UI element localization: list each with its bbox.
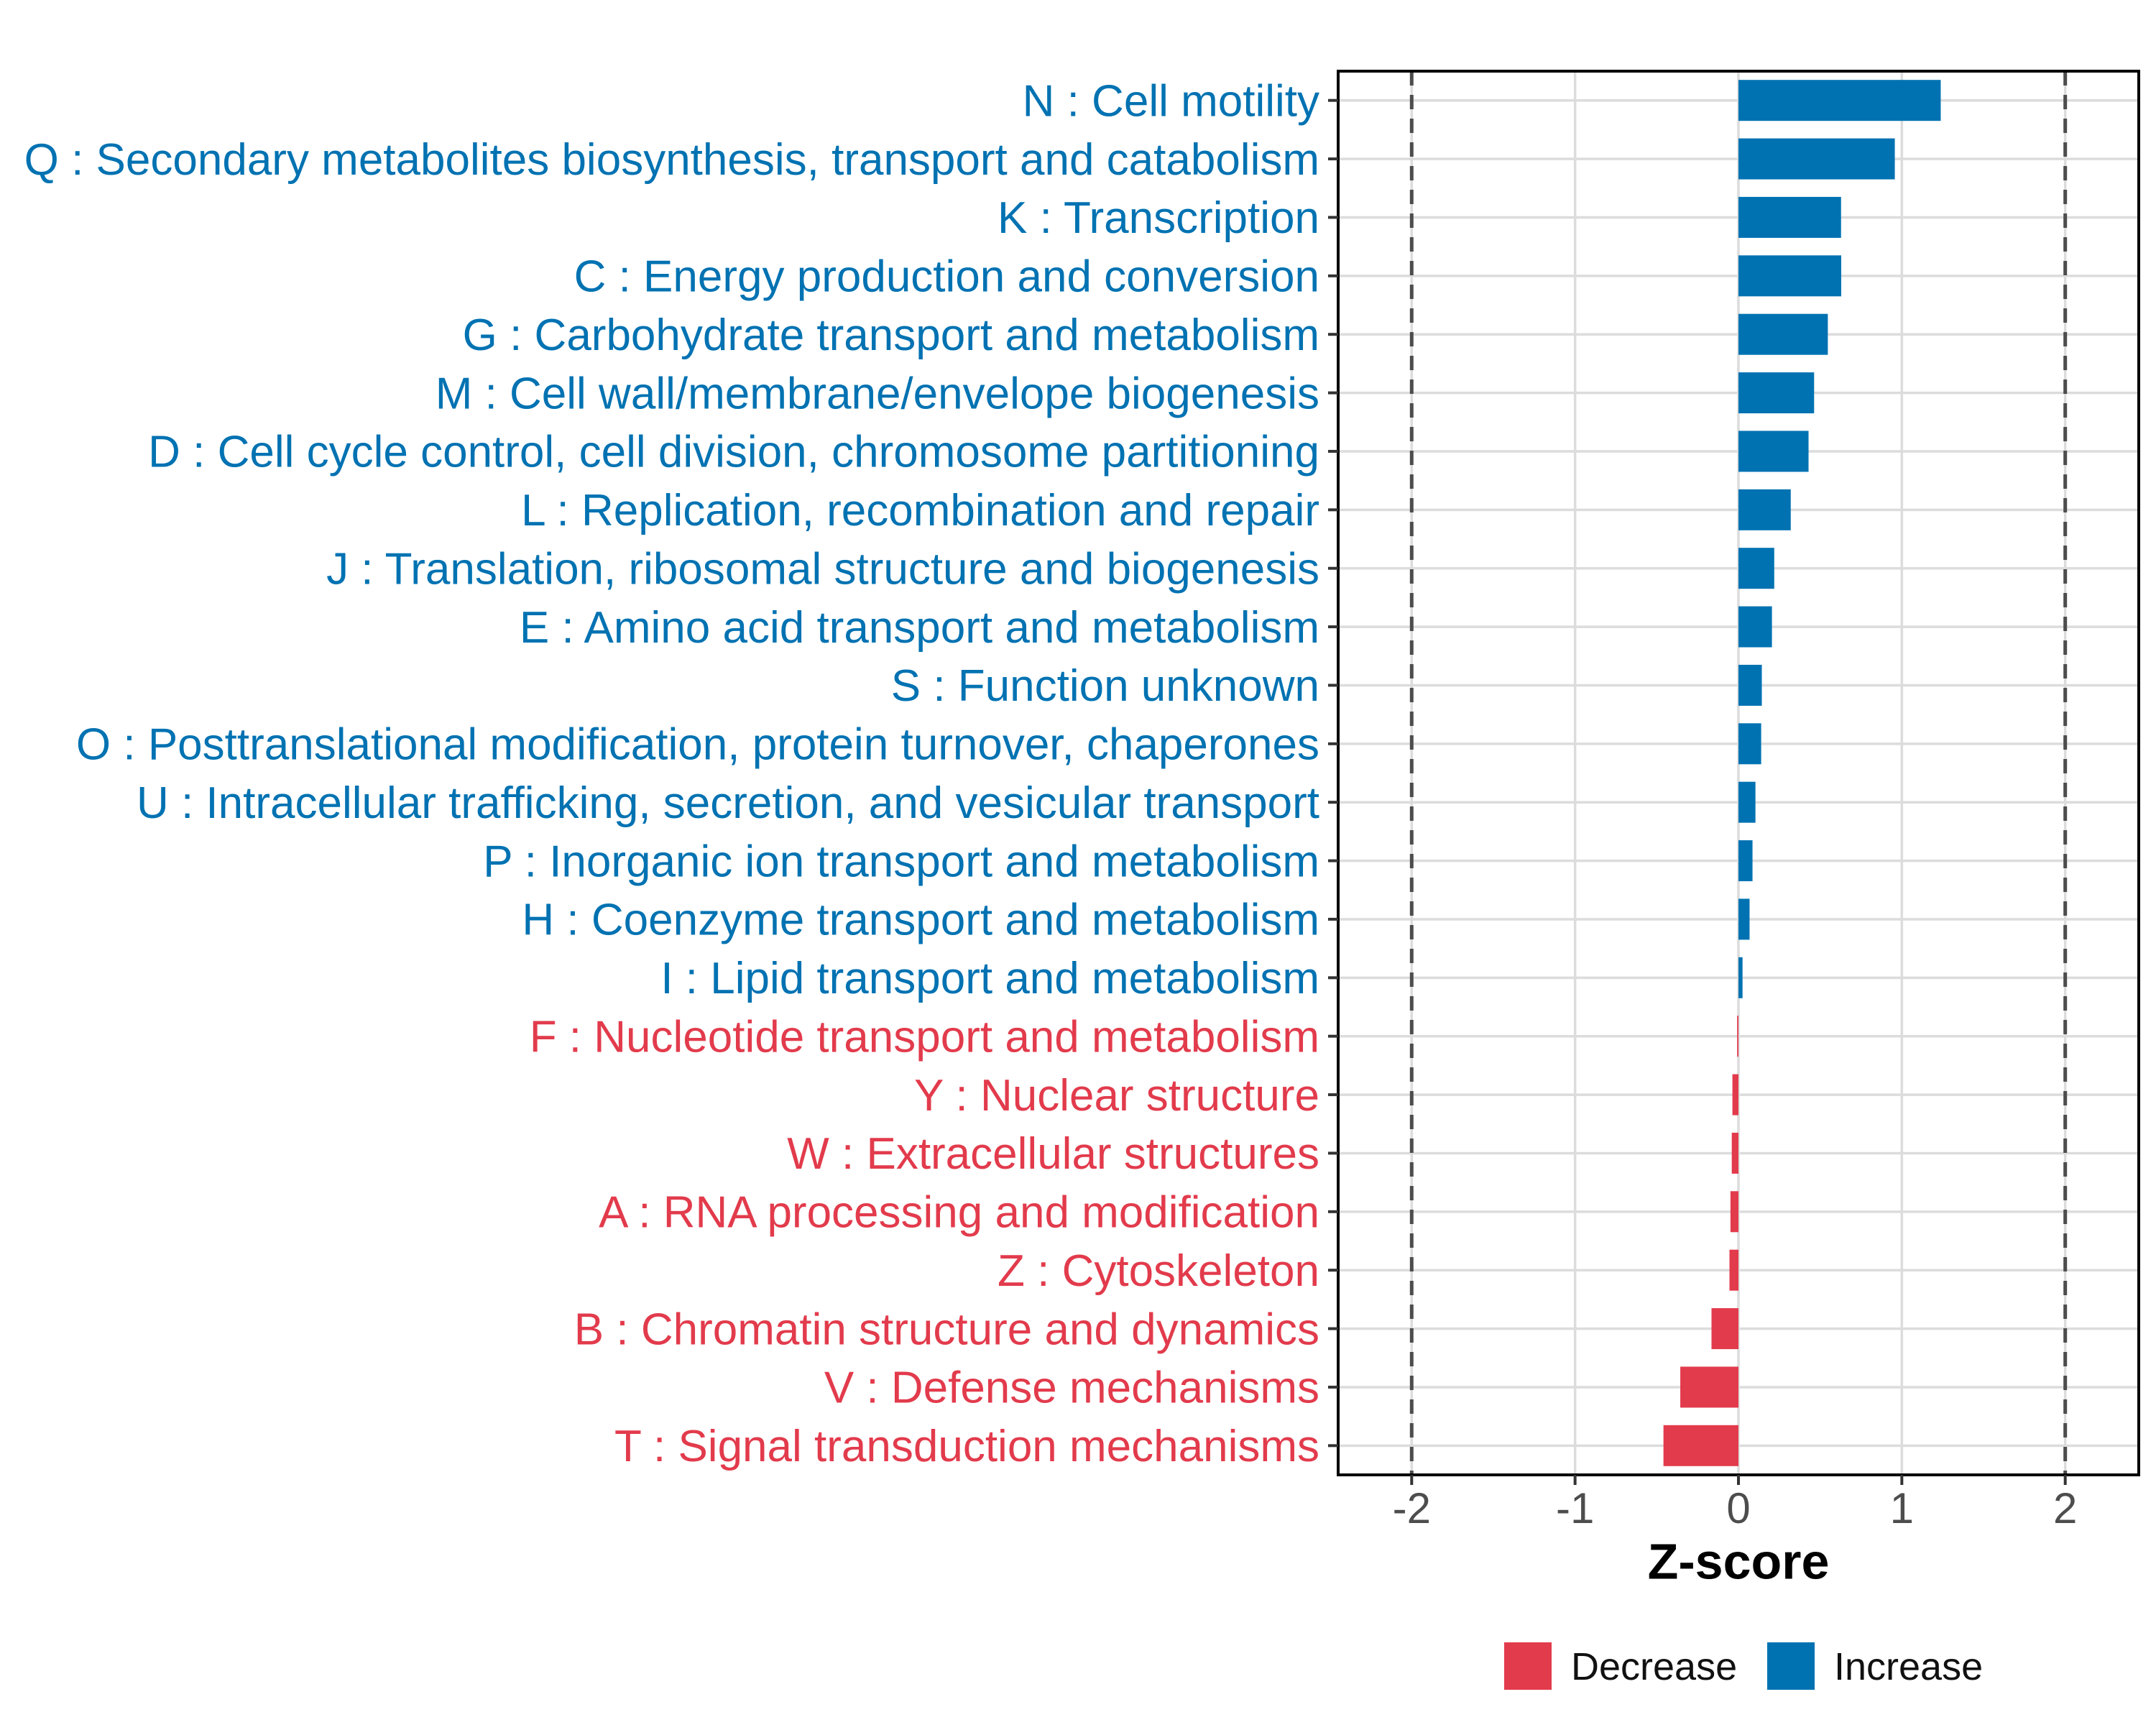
axis-ticks bbox=[1328, 101, 2065, 1485]
y-label-W: W : Extracellular structures bbox=[787, 1129, 1319, 1179]
y-label-A: A : RNA processing and modification bbox=[599, 1187, 1319, 1238]
bar-D bbox=[1738, 431, 1809, 472]
bar-E bbox=[1738, 607, 1772, 648]
bar-Z bbox=[1729, 1250, 1738, 1291]
x-tick-label-1: 1 bbox=[1889, 1484, 1915, 1532]
legend-label-decrease: Decrease bbox=[1571, 1644, 1738, 1688]
bar-N bbox=[1738, 80, 1940, 121]
bar-C bbox=[1738, 255, 1841, 296]
bar-U bbox=[1738, 782, 1756, 823]
bar-V bbox=[1680, 1366, 1738, 1407]
bar-W bbox=[1732, 1133, 1738, 1174]
y-label-G: G : Carbohydrate transport and metabolism bbox=[462, 310, 1319, 360]
bar-G bbox=[1738, 314, 1828, 355]
bar-F bbox=[1737, 1016, 1738, 1057]
y-label-H: H : Coenzyme transport and metabolism bbox=[522, 895, 1319, 945]
y-label-C: C : Energy production and conversion bbox=[573, 252, 1319, 302]
bar-P bbox=[1738, 840, 1753, 881]
bar-Y bbox=[1733, 1075, 1738, 1116]
legend-key-decrease bbox=[1504, 1642, 1552, 1690]
y-label-N: N : Cell motility bbox=[1022, 76, 1319, 126]
y-label-D: D : Cell cycle control, cell division, chromosome partitioning bbox=[148, 427, 1319, 477]
bar-H bbox=[1738, 898, 1749, 939]
y-label-O: O : Posttranslational modification, protein turnover, chaperones bbox=[75, 719, 1319, 770]
legend-label-increase: Increase bbox=[1834, 1644, 1984, 1688]
x-tick-label--1: -1 bbox=[1555, 1484, 1595, 1532]
bar-I bbox=[1738, 957, 1743, 998]
legend-key-increase bbox=[1767, 1642, 1815, 1690]
bar-S bbox=[1738, 665, 1762, 706]
y-label-T: T : Signal transduction mechanisms bbox=[614, 1422, 1319, 1472]
y-label-V: V : Defense mechanisms bbox=[824, 1363, 1319, 1413]
x-axis-title: Z-score bbox=[1647, 1533, 1830, 1590]
y-label-M: M : Cell wall/membrane/envelope biogenesis bbox=[435, 369, 1319, 419]
bar-A bbox=[1731, 1191, 1738, 1232]
y-label-Y: Y : Nuclear structure bbox=[914, 1070, 1319, 1121]
y-label-P: P : Inorganic ion transport and metabolism bbox=[483, 837, 1319, 887]
y-label-I: I : Lipid transport and metabolism bbox=[660, 954, 1319, 1004]
y-category-labels bbox=[24, 76, 1319, 1471]
y-label-Q: Q : Secondary metabolites biosynthesis, transport and catabolism bbox=[24, 134, 1319, 185]
y-label-B: B : Chromatin structure and dynamics bbox=[573, 1305, 1319, 1355]
bar-O bbox=[1738, 723, 1761, 764]
y-label-L: L : Replication, recombination and repair bbox=[521, 486, 1319, 536]
bar-L bbox=[1738, 489, 1791, 530]
y-label-S: S : Function unknown bbox=[890, 661, 1319, 712]
y-label-E: E : Amino acid transport and metabolism bbox=[519, 602, 1319, 653]
bar-M bbox=[1738, 372, 1814, 413]
y-label-F: F : Nucleotide transport and metabolism bbox=[529, 1012, 1319, 1062]
y-label-U: U : Intracellular trafficking, secretion, and vesicular transport bbox=[136, 778, 1319, 828]
x-tick-label-2: 2 bbox=[2053, 1484, 2078, 1532]
y-label-J: J : Translation, ribosomal structure and biogenesis bbox=[326, 544, 1319, 594]
bar-T bbox=[1664, 1425, 1738, 1466]
x-tick-labels bbox=[1393, 1484, 2078, 1532]
y-label-Z: Z : Cytoskeleton bbox=[998, 1246, 1319, 1296]
bar-B bbox=[1711, 1308, 1738, 1349]
bar-K bbox=[1738, 197, 1841, 238]
bars bbox=[1664, 80, 1941, 1466]
x-tick-label-0: 0 bbox=[1726, 1484, 1751, 1532]
legend bbox=[1504, 1642, 1983, 1690]
y-label-K: K : Transcription bbox=[998, 193, 1319, 244]
bar-J bbox=[1738, 548, 1774, 589]
x-tick-label--2: -2 bbox=[1392, 1484, 1431, 1532]
bar-Q bbox=[1738, 139, 1895, 180]
